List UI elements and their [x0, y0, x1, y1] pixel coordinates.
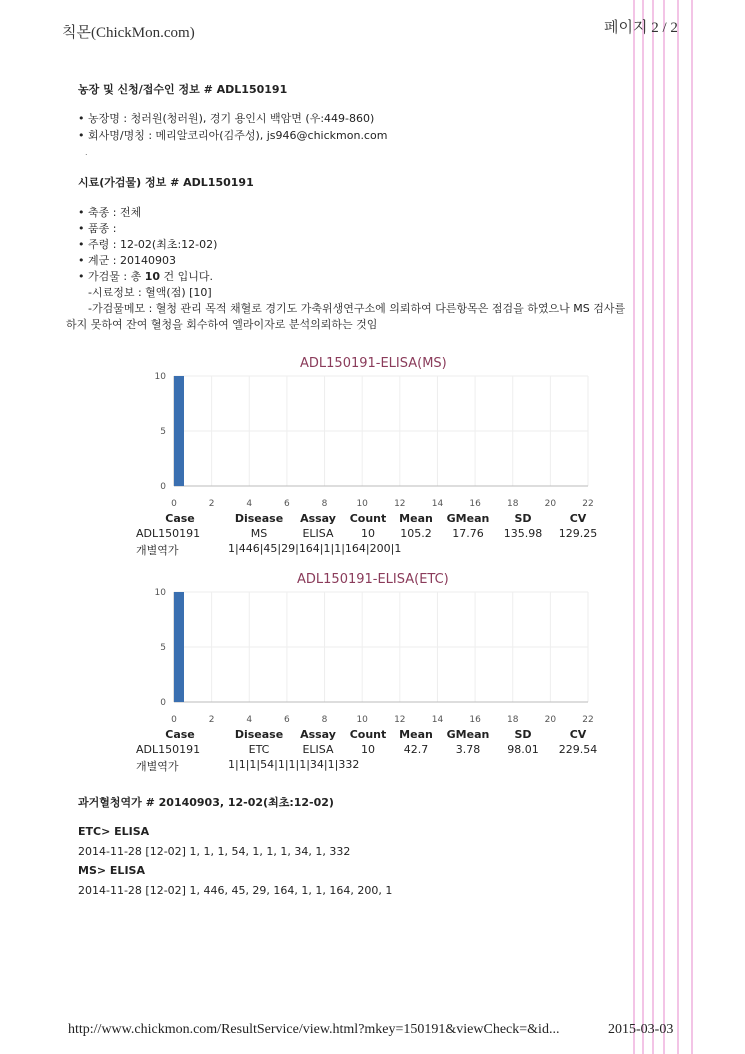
stats-cell: MS: [250, 527, 268, 540]
chart-etc-title: ADL150191-ELISA(ETC): [297, 572, 449, 587]
y-tick-label: 0: [160, 698, 166, 708]
x-tick-label: 4: [246, 715, 253, 724]
stats-header-mean: Mean: [399, 728, 433, 741]
stats-header-disease: Disease: [234, 728, 284, 741]
x-tick-label: 10: [356, 715, 368, 724]
x-tick-label: 12: [394, 715, 406, 724]
sample-count-value: 10: [144, 270, 161, 283]
sample-memo-line2: 하지 못하여 잔여 혈청을 회수하여 엘라이자로 분석의뢰하는 것임: [66, 318, 378, 331]
x-tick-label: 20: [544, 715, 557, 724]
x-tick-label: 16: [469, 715, 481, 724]
y-tick-label: 0: [160, 482, 166, 492]
site-title: 칙몬(ChickMon.com): [62, 25, 195, 41]
stats-header-assay: Assay: [300, 728, 336, 741]
stats-header-case: Case: [165, 728, 195, 741]
flock: • 계군 : 20140903: [78, 252, 176, 268]
breed: • 품종 :: [78, 220, 116, 236]
y-tick-label: 5: [160, 643, 166, 653]
stats-header-gmean: GMean: [446, 728, 490, 741]
titer-values: 1|1|1|54|1|1|1|34|1|332: [228, 758, 360, 771]
stray-dot: .: [85, 148, 88, 157]
sample-section-title: 시료(가검물) 정보 # ADL150191: [78, 176, 254, 189]
sample-count: • 가검물 : 총 10 건 입니다.: [78, 268, 213, 284]
stats-cell: 229.54: [558, 743, 598, 756]
stats-header-count: Count: [349, 512, 387, 525]
x-tick-label: 8: [321, 715, 328, 724]
x-tick-label: 12: [394, 499, 406, 508]
bar: [174, 376, 184, 486]
stats-header-assay: Assay: [300, 512, 336, 525]
stats-cell: ETC: [248, 743, 270, 756]
x-tick-label: 6: [284, 715, 290, 724]
x-tick-label: 22: [582, 715, 594, 724]
stats-header-sd: SD: [514, 728, 532, 741]
history-etc-values: 2014-11-28 [12-02] 1, 1, 1, 54, 1, 1, 1, 34, 1, 332: [78, 845, 351, 858]
chart-ms: [150, 368, 600, 508]
footer-url[interactable]: http://www.chickmon.com/ResultService/view.html?mkey=150191&viewCheck=&id...: [68, 1022, 560, 1037]
chart-etc: [150, 584, 600, 724]
stats-cell: ELISA: [302, 527, 334, 540]
stats-cell: 105.2: [400, 527, 432, 540]
company-info: • 회사명/명칭 : 메리알코리아(김주성), js946@chickmon.com: [78, 127, 387, 143]
x-tick-label: 0: [171, 715, 177, 724]
x-tick-label: 8: [321, 499, 328, 508]
stats-cell: 10: [361, 743, 375, 756]
species: • 축종 : 전체: [78, 204, 141, 220]
stats-header-gmean: GMean: [446, 512, 490, 525]
history-title: 과거혈청역가 # 20140903, 12-02(최초:12-02): [78, 796, 334, 809]
stats-cell: 129.25: [558, 527, 598, 540]
sample-info: -시료정보 : 혈액(점) [10]: [88, 286, 212, 299]
sample-memo-line1: -가검물메모 : 혈청 관리 목적 채혈로 경기도 가축위생연구소에 의뢰하여 다른항목은 점검을 하였으나 MS 검사를: [88, 302, 626, 315]
x-tick-label: 2: [208, 499, 215, 508]
x-tick-label: 4: [246, 499, 253, 508]
age: • 주령 : 12-02(최초:12-02): [78, 236, 217, 252]
farm-section-title: 농장 및 신청/접수인 정보 # ADL150191: [78, 83, 288, 96]
y-tick-label: 5: [160, 427, 166, 437]
x-tick-label: 6: [284, 499, 290, 508]
farm-name: • 농장명 : 청러원(청러원), 경기 용인시 백암면 (우:449-860): [78, 110, 374, 126]
titer-label: 개별역가: [136, 544, 179, 557]
stats-cell: 135.98: [503, 527, 543, 540]
page-number: 페이지 2 / 2: [604, 20, 678, 36]
stats-header-sd: SD: [514, 512, 532, 525]
stats-header-disease: Disease: [234, 512, 284, 525]
x-tick-label: 14: [431, 715, 444, 724]
stats-header-count: Count: [349, 728, 387, 741]
x-tick-label: 16: [469, 499, 481, 508]
stats-cell: ADL150191: [136, 527, 201, 540]
page-margin-lines: [625, 0, 745, 1054]
y-tick-label: 10: [154, 372, 166, 382]
stats-header-cv: CV: [569, 728, 587, 741]
x-tick-label: 14: [431, 499, 444, 508]
x-tick-label: 0: [171, 499, 177, 508]
x-tick-label: 10: [356, 499, 368, 508]
titer-values: 1|446|45|29|164|1|1|164|200|1: [228, 542, 402, 555]
stats-cell: 98.01: [507, 743, 539, 756]
stats-cell: ELISA: [302, 743, 334, 756]
stats-header-mean: Mean: [399, 512, 433, 525]
x-tick-label: 20: [544, 499, 557, 508]
x-tick-label: 22: [582, 499, 594, 508]
stats-cell: 3.78: [455, 743, 481, 756]
titer-label: 개별역가: [136, 760, 179, 773]
history-etc-label: ETC> ELISA: [78, 825, 150, 838]
stats-header-case: Case: [165, 512, 195, 525]
stats-cell: 17.76: [452, 527, 484, 540]
y-tick-label: 10: [154, 588, 166, 598]
history-ms-values: 2014-11-28 [12-02] 1, 446, 45, 29, 164, 1, 1, 164, 200, 1: [78, 884, 393, 897]
stats-header-cv: CV: [569, 512, 587, 525]
x-tick-label: 18: [507, 499, 519, 508]
x-tick-label: 2: [208, 715, 215, 724]
chart-ms-title: ADL150191-ELISA(MS): [300, 356, 447, 371]
stats-cell: 42.7: [403, 743, 429, 756]
history-ms-label: MS> ELISA: [78, 864, 145, 877]
x-tick-label: 18: [507, 715, 519, 724]
bar: [174, 592, 184, 702]
stats-cell: 10: [361, 527, 375, 540]
stats-cell: ADL150191: [136, 743, 201, 756]
footer-date: 2015-03-03: [608, 1022, 674, 1037]
